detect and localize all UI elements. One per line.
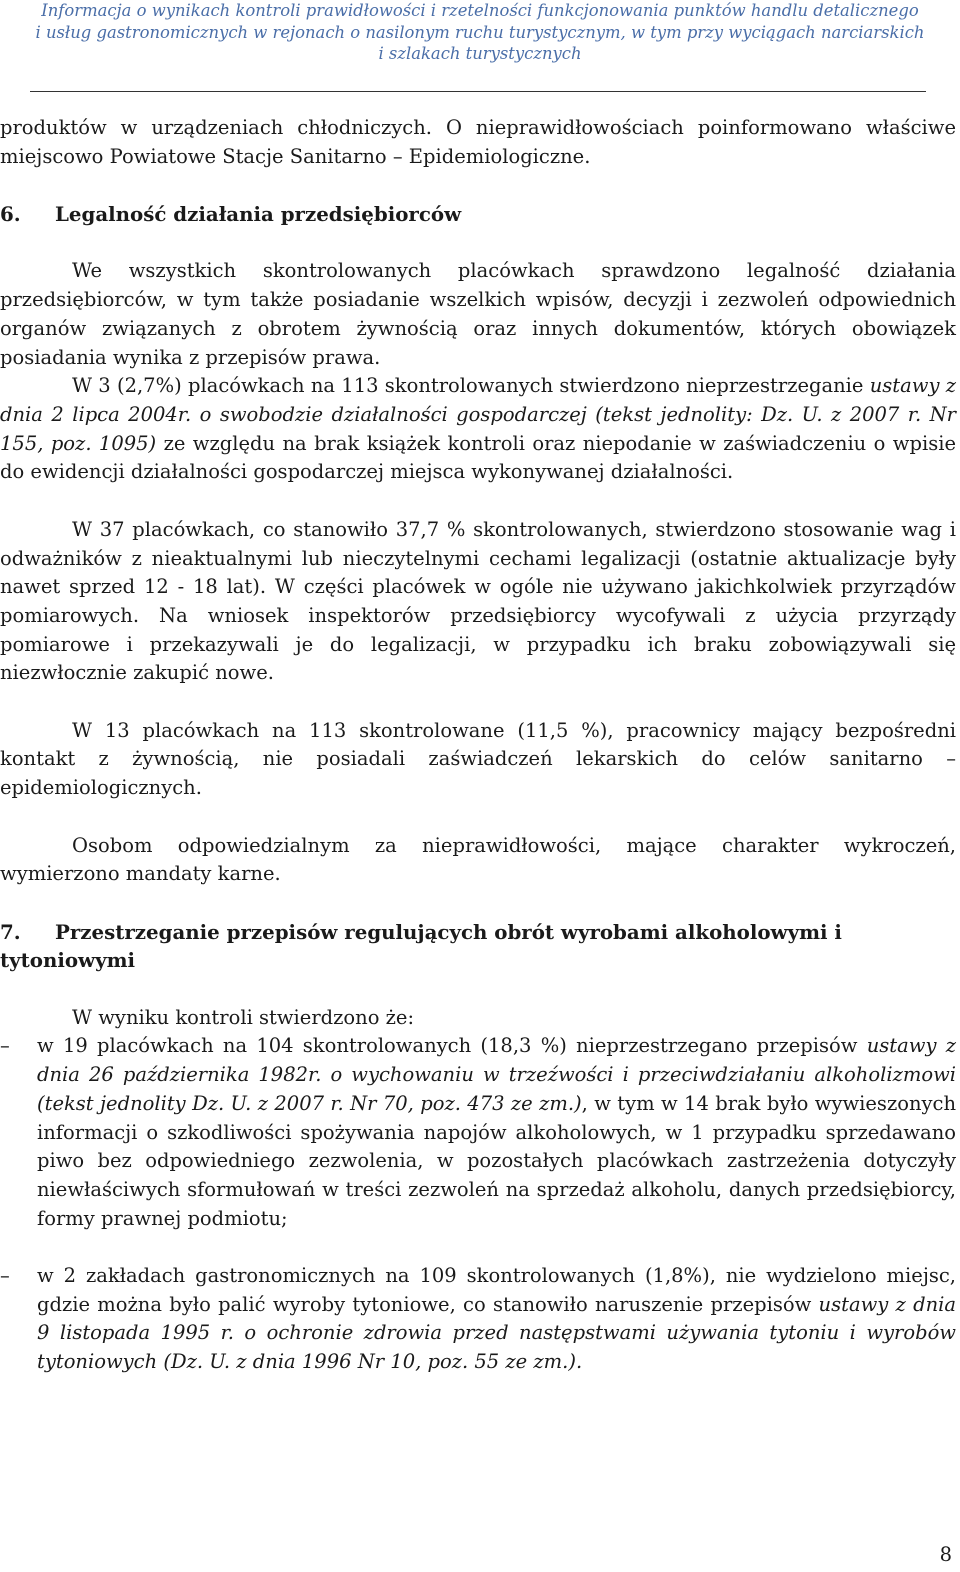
list-dash: – [0, 1264, 10, 1287]
paragraph-text: w 19 placówkach na 104 skontrolowanych (18,3 %) nieprzestrzegano przepisów [37, 1034, 867, 1058]
legal-reference: ustawy z dnia 26 października 1982r. o wychowaniu w trzeźwości i przeciwdziałaniu alkoholizmowi (tekst jednolity Dz. U. z 2007 r. Nr 70, poz. 473 ze zm.) [37, 1034, 956, 1115]
header-divider [30, 91, 926, 92]
paragraph-text: w 2 zakładach gastronomicznych na 109 skontrolowanych (1,8%), nie wydzielono miejsc, gdzie można było palić wyroby tytoniowe, co stanowiło naruszenie przepisów [37, 1264, 956, 1316]
section-number: 6. [0, 202, 21, 227]
paragraph: We wszystkich skontrolowanych placówkach sprawdzono legalność działania przedsiębiorców, w tym także posiadanie wszelkich wpisów, decyzji i zezwoleń odpowiednich organów związanych z obrotem żywnością oraz innych dokumentów, których obowiązek posiadania wynika z przepisów prawa. [0, 259, 956, 369]
paragraph: Osobom odpowiedzialnym za nieprawidłowości, mające charakter wykroczeń, wymierzono mandaty karne. [0, 833, 956, 886]
body-text [0, 114, 956, 1377]
list-item [0, 1032, 956, 1233]
spacer [0, 975, 956, 1004]
section-title: Legalność działania przedsiębiorców [55, 202, 462, 227]
section-6-heading [0, 200, 956, 229]
paragraph-text: W 3 (2,7%) placówkach na 113 skontrolowanych stwierdzono nieprzestrzeganie [72, 374, 870, 398]
intro-paragraph: produktów w urządzeniach chłodniczych. O nieprawidłowościach poinformowano właściwe miejscowo Powiatowe Stacje Sanitarno – Epidemiologiczne. [0, 116, 956, 168]
spacer [0, 171, 956, 200]
paragraph-text: , w tym w 14 brak było wywieszonych informacji o szkodliwości spożywania napojów alkoholowych, w 1 przypadku sprzedawano piwo bez odpowiedniego zezwolenia, w pozostałych placówkach zastrzeżenia dotyczyły niewłaściwych sformułowań w treści zezwoleń na sprzedaż alkoholu, danych przedsiębiorcy, formy prawnej podmiotu; [37, 1091, 957, 1230]
legal-reference: ustawy z dnia 9 listopada 1995 r. o ochronie zdrowia przed następstwami używania tytoniu i wyrobów tytoniowych (Dz. U. z dnia 1996 Nr 10, poz. 55 ze zm.). [37, 1292, 956, 1374]
running-header [0, 0, 960, 65]
paragraph [0, 372, 956, 487]
section-title: Przestrzeganie przepisów regulujących obrót wyrobami alkoholowymi i tytoniowymi [0, 919, 842, 973]
spacer [0, 688, 956, 717]
legal-reference: ustawy z dnia 2 lipca 2004r. o swobodzie działalności gospodarczej (tekst jednolity: Dz. U. z 2007 r. Nr 155, poz. 1095) [0, 374, 957, 455]
section-7-heading [0, 918, 956, 975]
spacer [0, 487, 956, 516]
spacer [0, 229, 956, 258]
spacer [0, 889, 956, 918]
spacer [0, 1233, 956, 1262]
header-line: i usług gastronomicznych w rejonach o nasilonym ruchu turystycznym, w tym przy wyciągach narciarskich [35, 22, 925, 42]
list-dash: – [0, 1034, 10, 1058]
list-item [0, 1262, 956, 1377]
paragraph-text: ze względu na brak książek kontroli oraz niepodanie w zaświadczeniu o wpisie do ewidencji działalności gospodarczej miejsca wykonywanej działalności. [0, 431, 956, 484]
paragraph: W 13 placówkach na 113 skontrolowane (11,5 %), pracownicy mający bezpośredni kontakt z żywnością, nie posiadali zaświadczeń lekarskich do celów sanitarno – epidemiologicznych. [0, 718, 956, 800]
page-number: 8 [939, 1543, 952, 1566]
header-line: Informacja o wynikach kontroli prawidłowości i rzetelności funkcjonowania punktów handlu detalicznego [41, 1, 919, 20]
spacer [0, 803, 956, 832]
section-number: 7. [0, 919, 21, 944]
paragraph: W 37 placówkach, co stanowiło 37,7 % skontrolowanych, stwierdzono stosowanie wag i odważników z nieaktualnymi lub nieczytelnymi cechami legalizacji (ostatnie aktualizacje były nawet sprzed 12 - 18 lat). W części placówek w ogóle nie używano jakichkolwiek przyrządów pomiarowych. Na wniosek inspektorów przedsiębiorcy wycofywali z użycia przyrządy pomiarowe i przekazywali je do legalizacji, w przypadku ich braku zobowiązywali się niezwłocznie zakupić nowe. [0, 517, 956, 685]
lead-paragraph: W wyniku kontroli stwierdzono że: [72, 1005, 415, 1029]
header-line: i szlakach turystycznych [378, 44, 582, 63]
